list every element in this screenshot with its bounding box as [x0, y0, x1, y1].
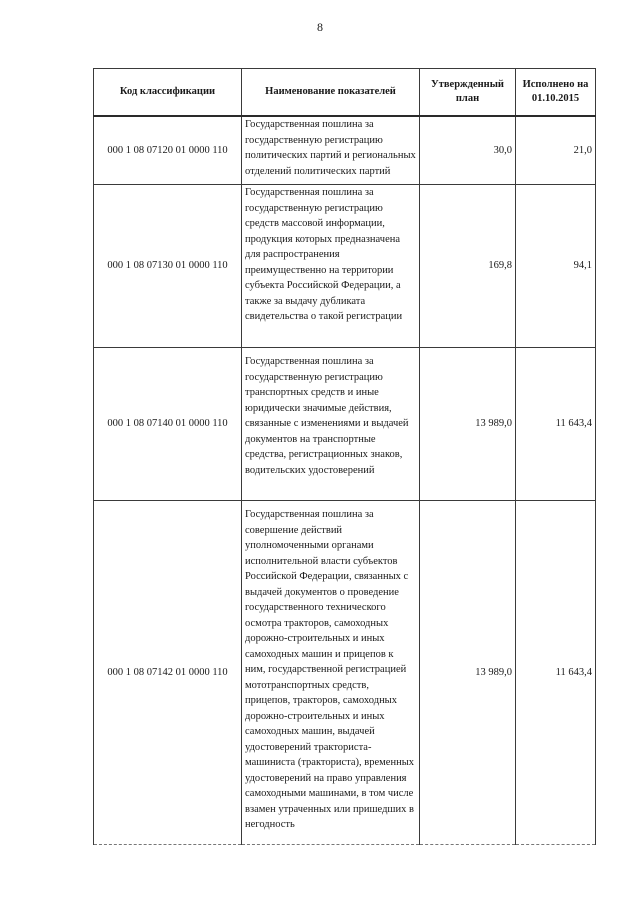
- approved-plan-cell: 30,0: [420, 116, 516, 185]
- classification-code-cell: 000 1 08 07120 01 0000 110: [94, 116, 242, 185]
- indicator-name-cell: Государственная пошлина за государственную регистрацию политических партий и региональных отделений политических партий: [242, 116, 420, 185]
- header-executed: Исполнено на 01.10.2015: [516, 69, 596, 117]
- executed-cell: 94,1: [516, 185, 596, 348]
- table-row: [94, 501, 596, 845]
- classification-code-cell: 000 1 08 07130 01 0000 110: [94, 185, 242, 348]
- approved-plan-cell: 13 989,0: [420, 501, 516, 845]
- indicator-name-cell: Государственная пошлина за совершение действий уполномоченными органами исполнительной власти субъектов Российской Федерации, связанных с выдачей документов о проведение государственного технического осмотра тракторов, самоходных дорожно-строительных и иных самоходных машин и прицепов к ним, государственной регистрацией мототранспортных средств, прицепов, тракторов, самоходных дорожно-строительных и иных самоходных машин, выдачей удостоверений тракториста-машиниста (тракториста), временных удостоверений на право управления самоходными машинами, в том числе взамен утраченных или пришедших в негодность: [242, 501, 420, 845]
- page-number: 8: [317, 20, 323, 34]
- executed-cell: 21,0: [516, 116, 596, 185]
- table-row: [94, 348, 596, 501]
- table-row: [94, 185, 596, 348]
- executed-cell: 11 643,4: [516, 501, 596, 845]
- approved-plan-cell: 13 989,0: [420, 348, 516, 501]
- header-classification-code: Код классификации: [94, 69, 242, 117]
- budget-execution-table: [93, 68, 596, 845]
- table-row: [94, 116, 596, 185]
- indicator-name-cell: Государственная пошлина за государственную регистрацию транспортных средств и иные юридически значимые действия, связанные с изменениями и выдачей документов на транспортные средства, регистрационных знаков, водительских удостоверений: [242, 348, 420, 501]
- approved-plan-cell: 169,8: [420, 185, 516, 348]
- classification-code-cell: 000 1 08 07140 01 0000 110: [94, 348, 242, 501]
- table-header-row: [94, 69, 596, 117]
- classification-code-cell: 000 1 08 07142 01 0000 110: [94, 501, 242, 845]
- executed-cell: 11 643,4: [516, 348, 596, 501]
- indicator-name-cell: Государственная пошлина за государственную регистрацию средств массовой информации, продукция которых предназначена для распространения преимущественно на территории субъекта Российской Федерации, а также за выдачу дубликата свидетельства о такой регистрации: [242, 185, 420, 348]
- header-indicator-name: Наименование показателей: [242, 69, 420, 117]
- header-approved-plan: Утвержденный план: [420, 69, 516, 117]
